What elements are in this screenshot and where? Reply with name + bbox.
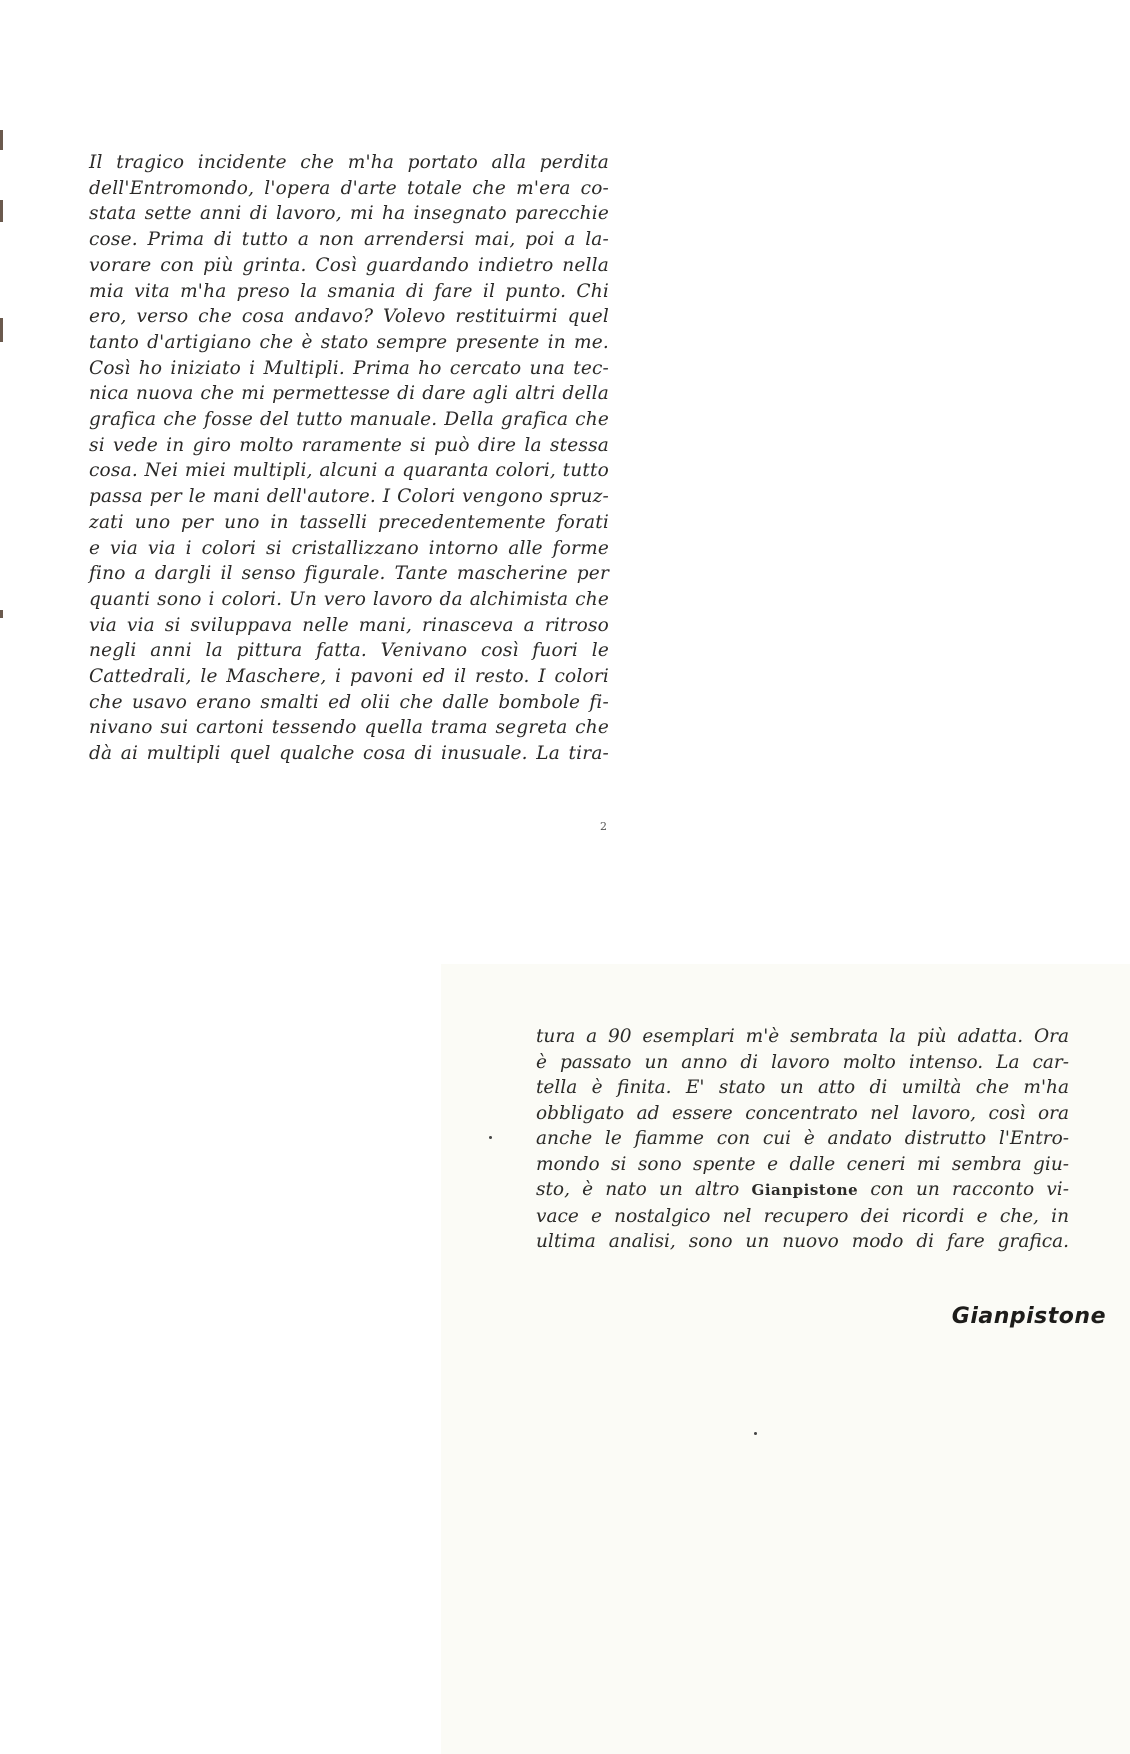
text-line: si vede in giro molto raramente si può dire la stessa [89,434,609,456]
binding-edge-mark [0,318,3,342]
binding-edge-mark [0,200,3,222]
text-line: mia vita m'ha preso la smania di fare il punto. Chi [89,280,609,302]
binding-edge-mark [0,130,3,150]
text-line: tura a 90 esemplari m'è sembrata la più adatta. Ora [536,1026,1069,1047]
text-line: vace e nostalgico nel recupero dei ricordi e che, in [536,1205,1069,1227]
text-line: dà ai multipli quel qualche cosa di inusuale. La tira- [89,743,609,765]
text-line: obbligato ad essere concentrato nel lavoro, così ora [536,1102,1069,1124]
text-line: quanti sono i colori. Un vero lavoro da alchimista che [89,588,609,610]
text-line: negli anni la pittura fatta. Venivano così fuori le [89,640,609,662]
text-line: mondo si sono spente e dalle ceneri mi sembra giu- [536,1153,1069,1175]
speck [489,1136,492,1139]
text-line: Così ho iniziato i Multipli. Prima ho cercato una tec- [89,357,609,379]
signature: Gianpistone [951,1304,1106,1329]
text-line: via via si sviluppava nelle mani, rinasceva a ritroso [89,614,609,636]
text-line: passa per le mani dell'autore. I Colori vengono spruz- [89,486,609,508]
text-line: cosa. Nei miei multipli, alcuni a quaranta colori, tutto [89,460,609,482]
text-line: tanto d'artigiano che è stato sempre presente in me. [89,331,609,353]
body-paragraph [89,150,609,767]
text-line: Il tragico incidente che m'ha portato alla perdita [89,152,609,173]
text-line: e via via i colori si cristallizzano intorno alle forme [89,537,609,559]
text-fragment: con un racconto vi- [870,1179,1069,1200]
text-line: tella è finita. E' stato un atto di umiltà che m'ha [536,1077,1069,1098]
binding-edge-mark [0,610,3,618]
text-line: grafica che fosse del tutto manuale. Della grafica che [89,409,609,431]
text-line: nica nuova che mi permettesse di dare agli altri della [89,383,609,405]
text-line: zati uno per uno in tasselli precedentemente forati [89,511,609,533]
text-line: stata sette anni di lavoro, mi ha insegnato parecchie [89,203,609,225]
page-number: 2 [600,820,607,833]
lower-page [441,964,1130,1754]
speck [754,1432,757,1435]
text-line: nivano sui cartoni tessendo quella trama segreta che [89,717,609,739]
text-line: anche le fiamme con cui è andato distrutto l'Entro- [536,1128,1069,1149]
text-line: dell'Entromondo, l'opera d'arte totale che m'era co- [89,177,609,199]
text-line: che usavo erano smalti ed olii che dalle bombole fi- [89,691,609,713]
text-line: ero, verso che cosa andavo? Volevo restituirmi quel [89,306,609,328]
text-line [536,1177,1069,1204]
text-line: cose. Prima di tutto a non arrendersi mai, poi a la- [89,229,609,251]
text-line: è passato un anno di lavoro molto intenso. La car- [536,1051,1069,1073]
text-line: fino a dargli il senso figurale. Tante mascherine per [89,563,609,585]
artist-name: Gianpistone [751,1181,859,1199]
text-line: ultima analisi, sono un nuovo modo di fare grafica. [536,1231,1069,1252]
closing-paragraph [536,1024,1069,1255]
text-line: vorare con più grinta. Così guardando indietro nella [89,254,609,276]
text-line: Cattedrali, le Maschere, i pavoni ed il resto. I colori [89,666,609,688]
text-fragment: sto, è nato un altro [536,1179,740,1200]
